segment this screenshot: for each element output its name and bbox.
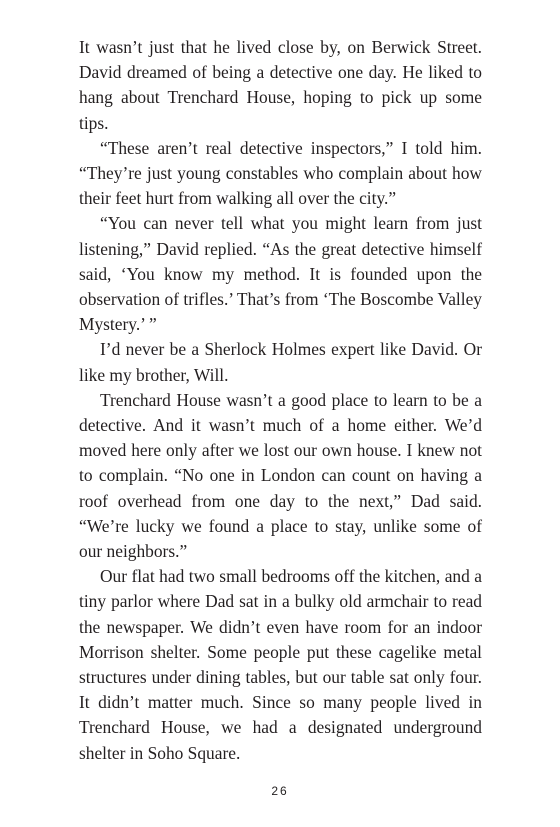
paragraph: Our flat had two small bedrooms off the kitchen, and a tiny parlor where Dad sat in a bulky old armchair to read the newspaper. We didn’t even have room for an indoor Morrison shelter. Some people put these cagelike metal structures under dining tables, but our table sat only four. It didn’t matter much. Since so many people lived in Trenchard House, we had a designated underground shelter in Soho Square. xyxy=(79,566,482,763)
paragraph: “You can never tell what you might learn from just listening,” David replied. “As the great detective himself said, ‘You know my method. It is founded upon the observation of trifles.’ That’s from ‘The Boscombe Valley Mystery.’ ” xyxy=(79,213,482,335)
paragraph: “These aren’t real detective inspectors,” I told him. “They’re just young constables who complain about how their feet hurt from walking all over the city.” xyxy=(79,137,482,209)
paragraph: I’d never be a Sherlock Holmes expert like David. Or like my brother, Will. xyxy=(79,339,482,385)
paragraph: Trenchard House wasn’t a good place to learn to be a detective. And it wasn’t much of a home either. We’d moved here only after we lost our own house. I knew not to complain. “No one in London can count on having a roof overhead from one day to the next,” Dad said. “We’re lucky we found a place to stay, unlike some of our neighbors.” xyxy=(79,389,482,562)
page-number: 26 xyxy=(271,784,289,798)
page-body xyxy=(79,35,482,766)
paragraph: It wasn’t just that he lived close by, on Berwick Street. David dreamed of being a detective one day. He liked to hang about Trenchard House, hoping to pick up some tips. xyxy=(79,37,482,133)
